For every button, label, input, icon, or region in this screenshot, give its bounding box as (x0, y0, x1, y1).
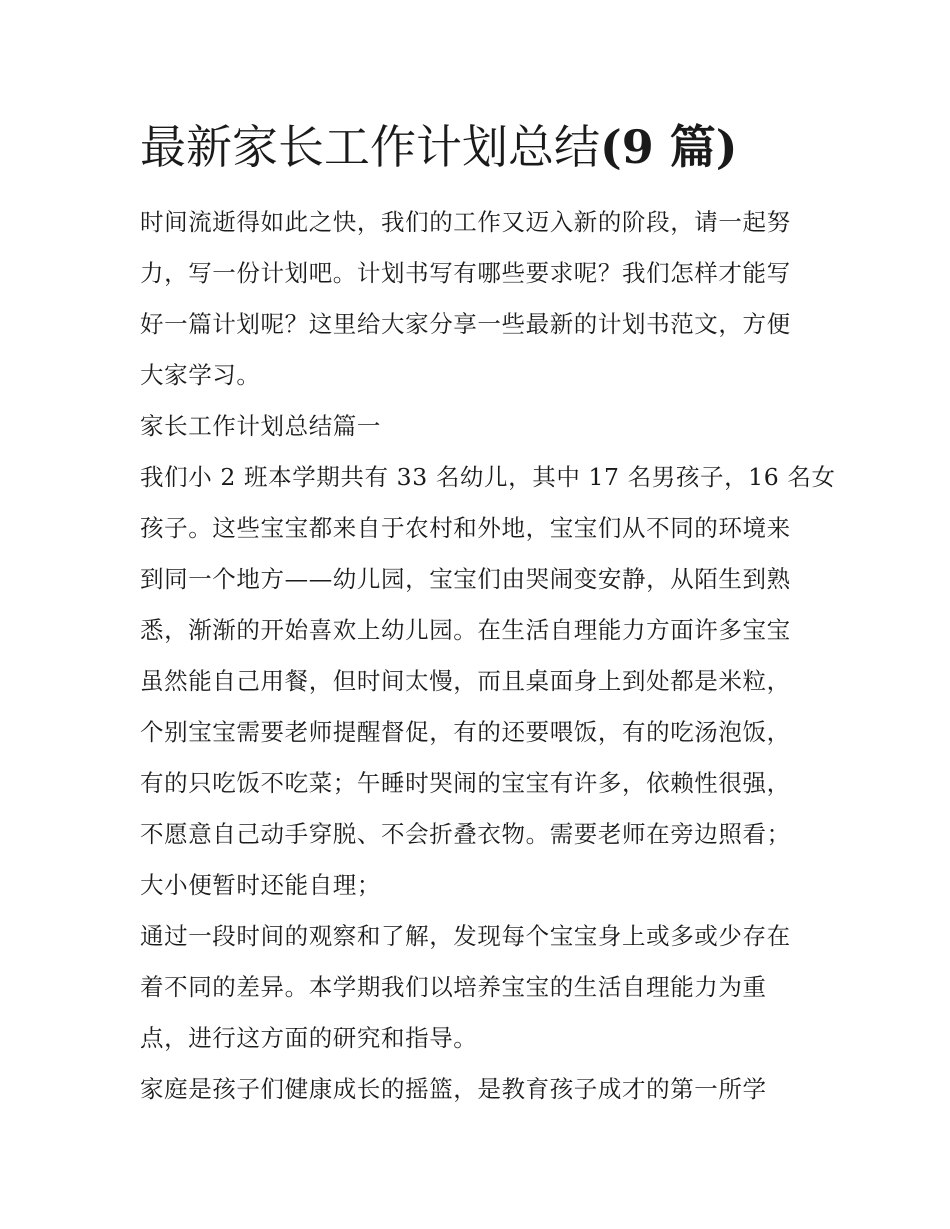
title-count: (9 篇) (600, 120, 738, 174)
text-line: 有的只吃饭不吃菜；午睡时哭闹的宝宝有许多，依赖性很强， (140, 769, 791, 797)
text-line: 悉，渐渐的开始喜欢上幼儿园。在生活自理能力方面许多宝宝 (140, 616, 791, 644)
text-line: 到同一个地方——幼儿园，宝宝们由哭闹变安静，从陌生到熟 (140, 565, 791, 593)
text-line: 大小便暂时还能自理； (140, 871, 381, 899)
text-line: 通过一段时间的观察和了解，发现每个宝宝身上或多或少存在 (140, 922, 791, 950)
text-line: 大家学习。 (140, 361, 261, 389)
document-title (140, 112, 840, 182)
title-chinese: 最新家长工作计划总结 (140, 120, 600, 174)
text-line: 点，进行这方面的研究和指导。 (140, 1024, 478, 1052)
text-line: 家庭是孩子们健康成长的摇篮，是教育孩子成才的第一所学 (140, 1075, 767, 1103)
text-line: 着不同的差异。本学期我们以培养宝宝的生活自理能力为重 (140, 973, 767, 1001)
text-line: 好一篇计划呢？这里给大家分享一些最新的计划书范文，方便 (140, 310, 791, 338)
text-line: 虽然能自己用餐，但时间太慢，而且桌面身上到处都是米粒， (140, 667, 791, 695)
document-body (140, 197, 836, 1115)
section-heading: 家长工作计划总结篇一 (140, 412, 381, 440)
text-line: 我们小 2 班本学期共有 33 名幼儿，其中 17 名男孩子，16 名女 (140, 463, 836, 491)
text-line: 不愿意自己动手穿脱、不会折叠衣物。需要老师在旁边照看； (140, 820, 791, 848)
text-line: 力，写一份计划吧。计划书写有哪些要求呢？我们怎样才能写 (140, 259, 791, 287)
text-line: 时间流逝得如此之快，我们的工作又迈入新的阶段，请一起努 (140, 208, 791, 236)
text-line: 个别宝宝需要老师提醒督促，有的还要喂饭，有的吃汤泡饭， (140, 718, 791, 746)
text-line: 孩子。这些宝宝都来自于农村和外地，宝宝们从不同的环境来 (140, 514, 791, 542)
